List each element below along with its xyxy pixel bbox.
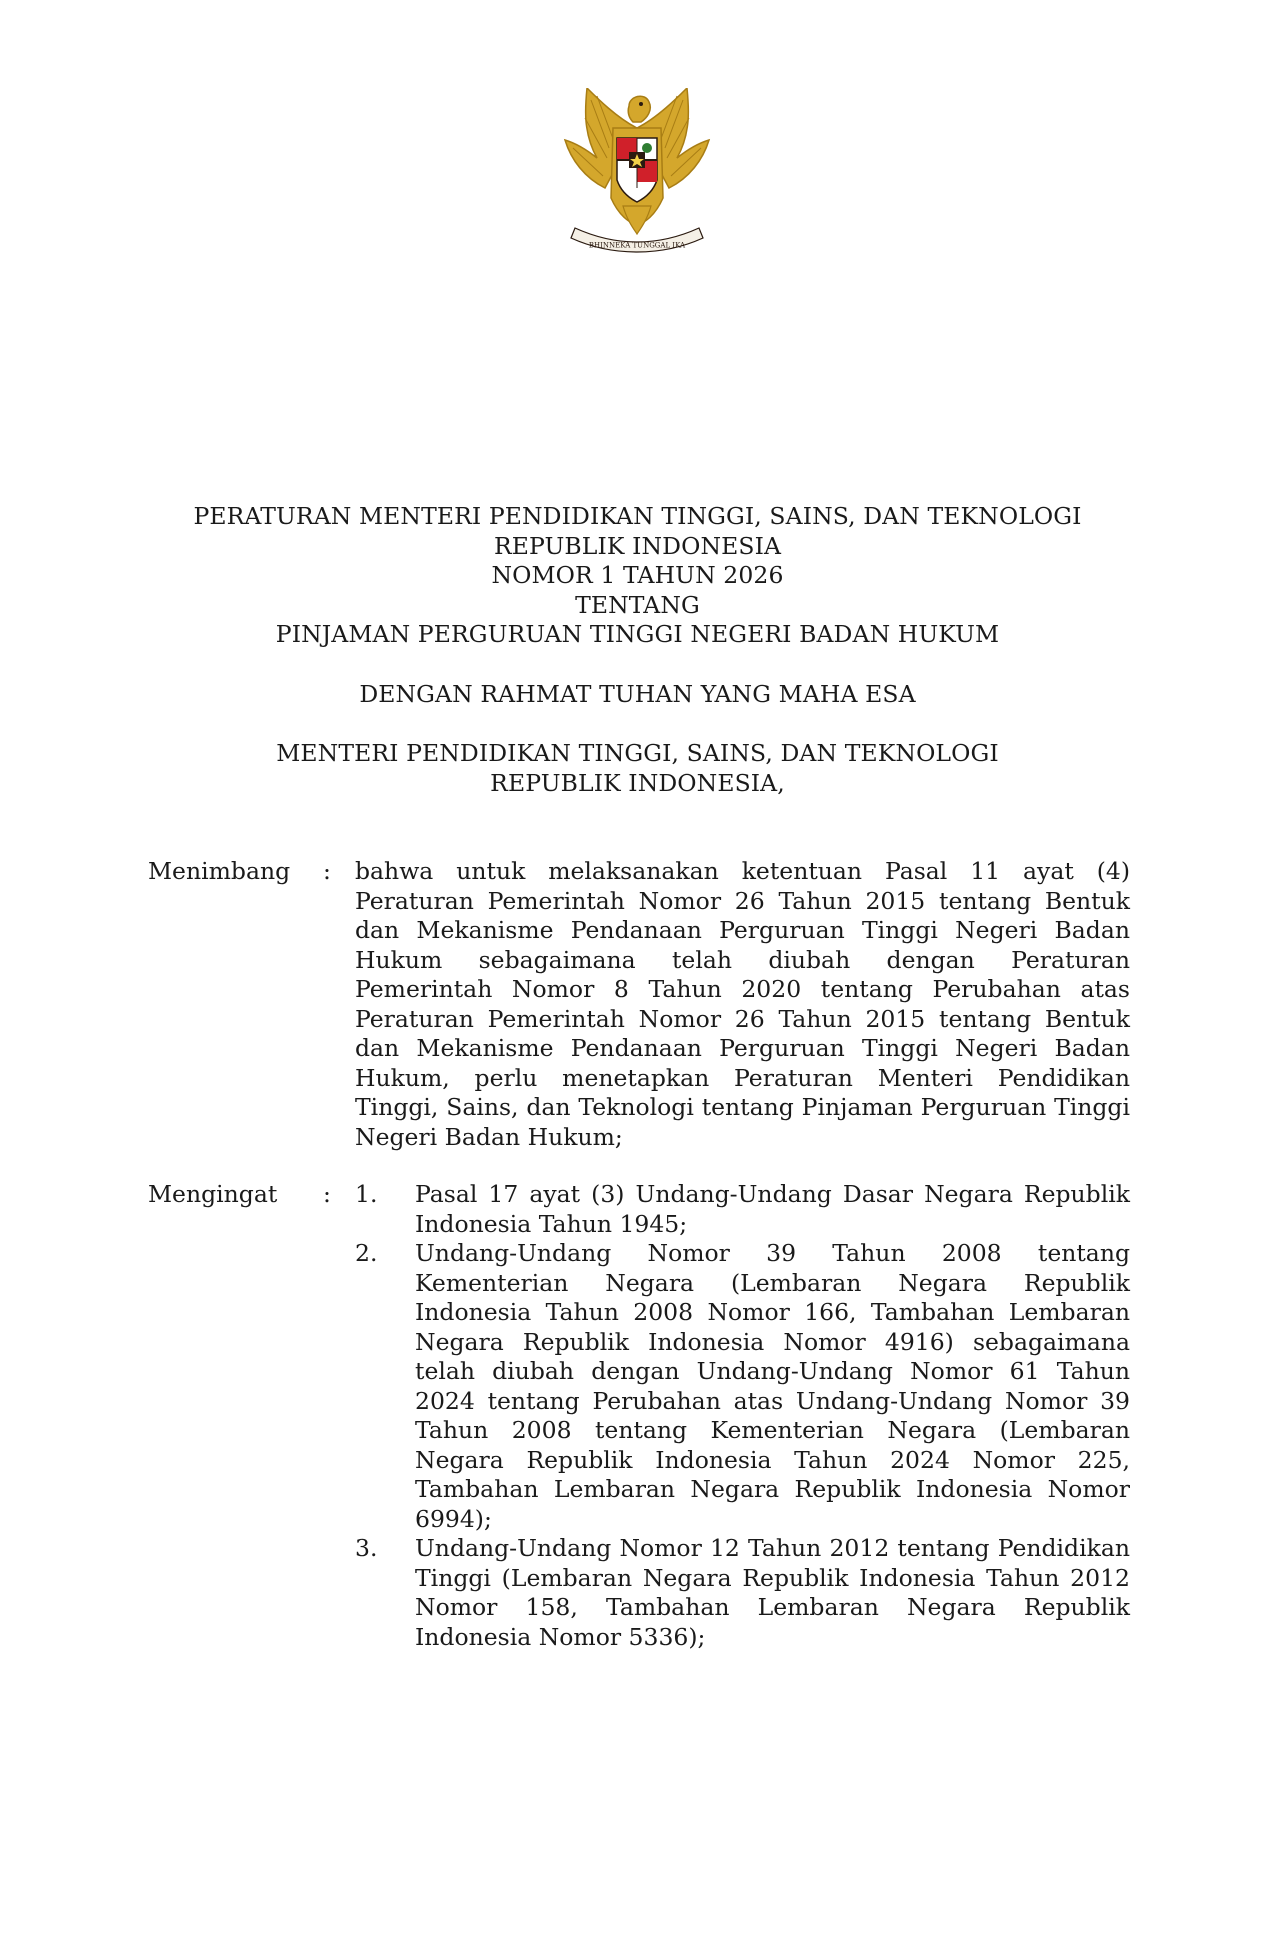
list-item-number: 2.: [355, 1239, 378, 1267]
menimbang-label: Menimbang: [148, 857, 291, 885]
list-item-text: Undang-Undang Nomor 39 Tahun 2008 tentang Kementerian Negara (Lembaran Negara Republik Indonesia Tahun 2008 Nomor 166, Tambahan Lembaran Negara Republik Indonesia Nomor 4916) sebagaimana telah diubah dengan Undang-Undang Nomor 61 Tahun 2024 tentang Perubahan atas Undang-Undang Nomor 39 Tahun 2008 tentang Kementerian Negara (Lembaran Negara Republik Indonesia Tahun 2024 Nomor 225, Tambahan Lembaran Negara Republik Indonesia Nomor 6994);: [415, 1239, 1130, 1533]
issuer-country: REPUBLIK INDONESIA,: [490, 768, 785, 797]
list-item-text: Pasal 17 ayat (3) Undang-Undang Dasar Negara Republik Indonesia Tahun 1945;: [415, 1180, 1130, 1238]
regulation-subject: PINJAMAN PERGURUAN TINGGI NEGERI BADAN HUKUM: [275, 620, 1000, 648]
about-label: TENTANG: [575, 590, 700, 619]
menimbang-colon: :: [323, 857, 331, 885]
invocation: DENGAN RAHMAT TUHAN YANG MAHA ESA: [359, 679, 916, 708]
menimbang-text: bahwa untuk melaksanakan ketentuan Pasal 11 ayat (4) Peraturan Pemerintah Nomor 26 Tahun 2015 tentang Bentuk dan Mekanisme Pendanaan Perguruan Tinggi Negeri Badan Hukum sebagaimana telah diubah dengan Peraturan Pemerintah Nomor 8 Tahun 2020 tentang Perubahan atas Peraturan Pemerintah Nomor 26 Tahun 2015 tentang Bentuk dan Mekanisme Pendanaan Perguruan Tinggi Negeri Badan Hukum, perlu menetapkan Peraturan Menteri Pendidikan Tinggi, Sains, dan Teknologi tentang Pinjaman Perguruan Tinggi Negeri Badan Hukum;: [355, 857, 1130, 1151]
garuda-emblem-icon: [557, 88, 717, 258]
mengingat-colon: :: [323, 1180, 331, 1208]
mengingat-label: Mengingat: [148, 1180, 278, 1208]
list-item-text: Undang-Undang Nomor 12 Tahun 2012 tentang Pendidikan Tinggi (Lembaran Negara Republik Indonesia Tahun 2012 Nomor 158, Tambahan Lembaran Negara Republik Indonesia Nomor 5336);: [415, 1534, 1130, 1651]
title-block: [0, 502, 1275, 798]
regulation-title: PERATURAN MENTERI PENDIDIKAN TINGGI, SAINS, DAN TEKNOLOGI: [193, 502, 1082, 530]
list-item-number: 1.: [355, 1180, 378, 1208]
list-item-number: 3.: [355, 1534, 378, 1562]
svg-text:BHINNEKA TUNGGAL IKA: BHINNEKA TUNGGAL IKA: [588, 241, 686, 250]
country-name: REPUBLIK INDONESIA: [493, 531, 782, 560]
regulation-number: NOMOR 1 TAHUN 2026: [491, 561, 784, 589]
issuer-title: MENTERI PENDIDIKAN TINGGI, SAINS, DAN TEKNOLOGI: [276, 739, 999, 767]
